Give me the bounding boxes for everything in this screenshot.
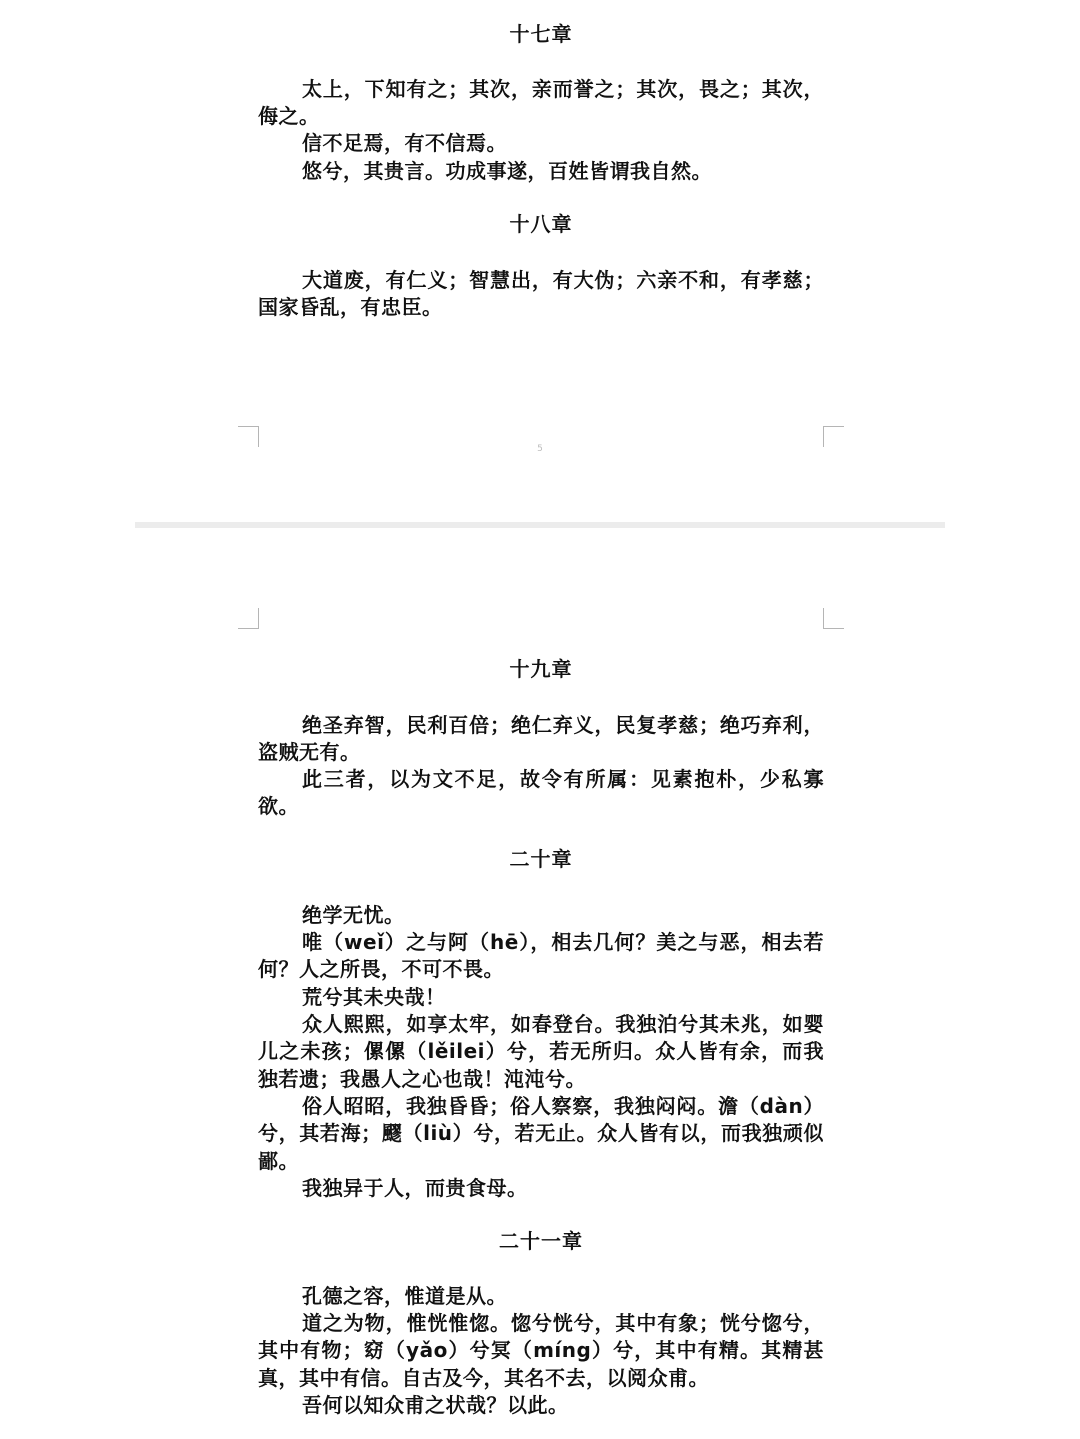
chapter-20-paragraph-3: 荒兮其未央哉！: [302, 985, 446, 1009]
chapter-21-paragraph-2: 道之为物，惟恍惟惚。惚兮恍兮，其中有象；恍兮惚兮，其中有物；窈（yǎo）兮冥（míng）兮，其中有精。其精甚真，其中有信。自古及今，其名不去，以阅众甫。: [258, 1311, 824, 1390]
crop-mark-bottom-left: [238, 426, 259, 447]
crop-mark-top-left: [238, 608, 259, 629]
page-number: 5: [537, 444, 543, 454]
chapter-20-paragraph-1: 绝学无忧。: [302, 903, 405, 927]
page-separator: [135, 522, 945, 528]
crop-mark-bottom-right: [823, 426, 844, 447]
chapter-19-paragraph-1: 绝圣弃智，民利百倍；绝仁弃义，民复孝慈；绝巧弃利，盗贼无有。: [258, 713, 824, 765]
chapter-21-title: 二十一章: [499, 1229, 583, 1253]
chapter-19-paragraph-2: 此三者，以为文不足，故令有所属：见素抱朴，少私寡欲。: [258, 767, 824, 819]
chapter-21-paragraph-3: 吾何以知众甫之状哉？以此。: [302, 1393, 569, 1417]
chapter-18-paragraph-1: 大道废，有仁义；智慧出，有大伪；六亲不和，有孝慈；国家昏乱，有忠臣。: [258, 268, 824, 320]
chapter-17-paragraph-3: 悠兮，其贵言。功成事遂，百姓皆谓我自然。: [302, 159, 712, 183]
chapter-17-paragraph-1: 太上，下知有之；其次，亲而誉之；其次，畏之；其次，侮之。: [258, 77, 824, 129]
chapter-20-paragraph-4: 众人熙熙，如享太牢，如春登台。我独泊兮其未兆，如婴儿之未孩；傫傫（lěilei）兮，若无所归。众人皆有余，而我独若遗；我愚人之心也哉！沌沌兮。: [258, 1012, 824, 1091]
chapter-20-title: 二十章: [509, 847, 573, 871]
chapter-20-paragraph-5: 俗人昭昭，我独昏昏；俗人察察，我独闷闷。澹（dàn）兮，其若海；飂（liù）兮，若无止。众人皆有以，而我独顽似鄙。: [258, 1094, 824, 1173]
chapter-20-paragraph-6: 我独异于人，而贵食母。: [302, 1176, 528, 1200]
chapter-17-paragraph-2: 信不足焉，有不信焉。: [302, 131, 507, 155]
chapter-19-title: 十九章: [509, 657, 573, 681]
chapter-17-title: 十七章: [509, 22, 573, 46]
chapter-20-paragraph-2: 唯（weǐ）之与阿（hē），相去几何？美之与恶，相去若何？人之所畏，不可不畏。: [258, 930, 824, 982]
chapter-21-paragraph-1: 孔德之容，惟道是从。: [302, 1284, 507, 1308]
crop-mark-top-right: [823, 608, 844, 629]
chapter-18-title: 十八章: [509, 212, 573, 236]
